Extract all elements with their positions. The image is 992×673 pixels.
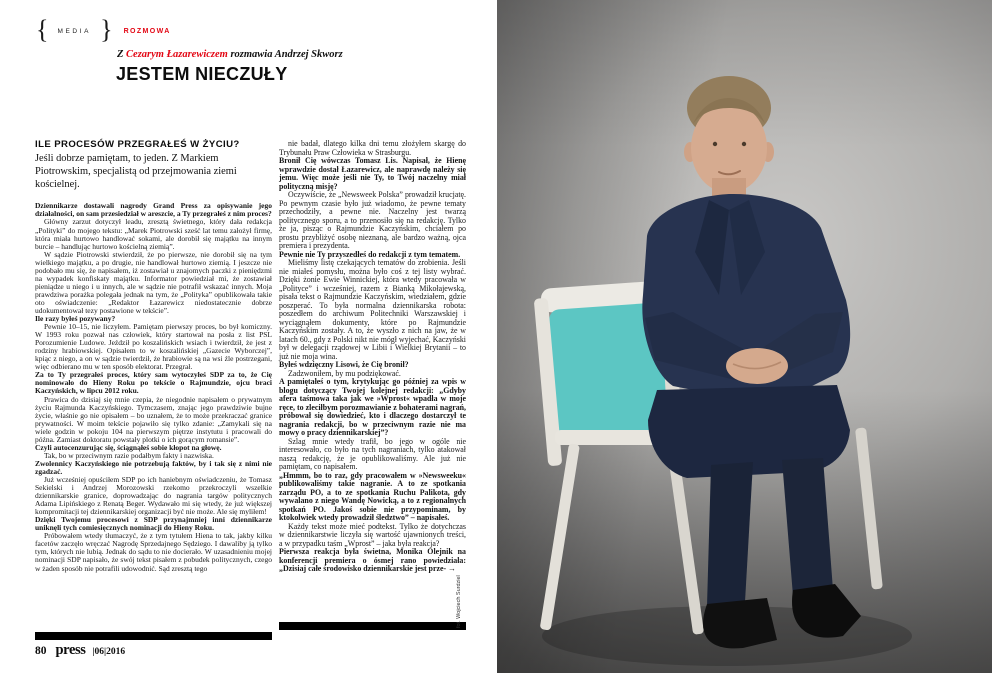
column1-body xyxy=(35,202,272,572)
interview-question: Pewnie nie Ty przyszedłeś do redakcji z tym tematem. xyxy=(279,249,461,259)
portrait-photo xyxy=(497,0,992,673)
lede-question: ILE PROCESÓW PRZEGRAŁEŚ W ŻYCIU? xyxy=(35,139,240,150)
interview-question: Ile razy byłeś pozywany? xyxy=(35,314,116,324)
interview-answer: Szlag mnie wtedy trafił, bo jego w ogóle nie interesowało, co było na tych nagraniach, tylko atakował naszą redakcję, że je opublikowaliśmy. Ale już nie pamiętam, co napisałem. xyxy=(279,436,466,471)
interview-answer: Mieliśmy listę czekających tematów do zrobienia. Jeśli nie miałeś pomysłu, można było coś z tej listy wybrać. Dzięki żonie Ewie Winnickiej, która wtedy pracowała w „Polityce” i wcześniej, razem z Bianką Mikołajewską, pisała tekst o Rajmundzie Kaczyńskim, wiedziałem, gdzie poszperać. To była normalna dziennikarska robota: poszedłem do archiwum Politechniki Warszawskiej i wyciągnąłem dokumenty, które po Rajmundzie Kaczyńskim zostały. A to, że wyszło z nich na jaw, że w latach 60., gdy z Polski nikt nie mógł wyjechać, Kaczyński był w delegacji rządowej w Libii i Wielkiej Brytanii – to już nie moja wina. xyxy=(279,258,466,361)
interview-question: Czyli autocenzurując się, ściągnąłeś sobie kłopot na głowę. xyxy=(35,442,222,452)
interview-question: A pamiętałeś o tym, krytykując go później za wpis w blogu dotyczący Twojej kolejnej redakcji: „Gdyby afera taśmowa taka jak we »Wprost« wpadła w moje ręce, to zleciłbym porozmawianie z bohaterami nagrań, próbował się dowiedzieć, kto i dlaczego dostarczył te nagrania redakcji, bo w przeciwnym razie nie ma mowy o pracy dziennikarskiej”? xyxy=(279,377,466,437)
kicker xyxy=(36,12,171,48)
shoes xyxy=(703,598,777,648)
photo-credit: fot. Wojciech Surdziel xyxy=(456,575,462,628)
interview-answer: Główny zarzut dotyczył leadu, zresztą świetnego, który dała redakcja „Polityki” do mojego tekstu: „Marek Piotrowski sześć lat temu założył firmę, która miała hurtowo handlować sokami, ale dorobił się majątku na innym burcie – handlując hurtowo kościelną ziemią”. xyxy=(35,217,272,251)
interview-answer: Tak, bo w przeciwnym razie podałbym fakty i nazwiska. xyxy=(44,450,214,460)
interview-answer: W sądzie Piotrowski stwierdził, że po pierwsze, nie dorobił się na tym wielkiego majątku, a po drugie, nie handlował hurtowo ziemią. I jeszcze nie podobało mu się, że napisałem, iż zostawiał u znajomych paczki z pieniędzmi na wypadek konfiskaty majątku. Informator powiedział mi, że zostawiał pieniądze u niego i u innych, ale w sądzie nie potrafił wskazać innych. Moja prawdziwa porażka polegała jednak na tym, że „Polityka” opublikowała takie oto oświadczenie: „Redaktor Łazarewicz niedostatecznie dobrze udokumentował tezy postawione w tekście”. xyxy=(35,249,272,315)
footer-rule-right xyxy=(279,622,466,630)
interview-question: Zwolennicy Kaczyńskiego nie potrzebują faktów, by i tak się z nimi nie zgadzać. xyxy=(35,458,272,476)
interview-question: Byłeś wdzięczny Lisowi, że Cię bronił? xyxy=(279,360,409,369)
interview-answer: Każdy tekst może mieć podtekst. Tylko że dotychczas w dziennikarstwie liczyła się wartość ujawnionych treści, a w przypadku taśm „Wprost” – jaka była reakcja? xyxy=(279,521,466,548)
byline-prefix: Z xyxy=(117,49,127,60)
seated-man xyxy=(642,76,861,648)
interview-answer: nie badał, dlatego kilka dni temu złożyłem skargę do Trybunału Praw Człowieka w Strasburgu. xyxy=(279,139,466,157)
interview-answer: Oczywiście, że „Newsweek Polska” prowadził krucjatę. Po pewnym czasie było już wiadomo, że pewne tematy przechodziły, a pewne nie. Naczelny jest twarzą politycznego sporu, a to przenosiło się na redakcję. Tylko że ja, pisząc o Rajmundzie Kaczyńskim, chciałem po prostu przybliżyć osobę nieznaną, ale bardzo ważną, ojca premiera i prezydenta. xyxy=(279,190,466,250)
interview-question: „Hmmm, bo to raz, gdy pracowałem w »Newsweeku« publikowaliśmy takie nagranie. A to ze spotkania zarządu PO, a to ze spotkania Ruchu Palikota, gdy wywalano z niego Wandę Nowicką, a to z regionalnych spotkań PO. Jakoś sobie nie przypominam, by ktokolwiek wtedy prowadził śledztwo” – napisałeś. xyxy=(279,470,466,522)
text-column-1 xyxy=(35,139,272,573)
interview-answer: Prawica do dzisiaj się mnie czepia, że niegodnie napisałem o prywatnym życiu Rajmunda Kaczyńskiego. Tymczasem, znając jego prawdziwie bujne życie, właśnie go nie opisałem – bo uznałem, że to może przekraczać granice prywatności. W moim tekście pojawiło się tylko zdanie: „Zamykali się na wiele godzin w pokoju 104 na pierwszym piętrze instytutu i pracowali do późna. Zamiast doktoratu powstały plotki o ich gorącym romansie”. xyxy=(35,394,272,444)
hands xyxy=(726,348,788,384)
interviewee-name: Cezarym Łazarewiczem xyxy=(126,49,228,60)
lede-answer: Jeśli dobrze pamiętam, to jeden. Z Markiem Piotrowskim, specjalistą od przejmowania ziemi kościelnej. xyxy=(35,153,237,190)
interview-question: Dzięki Twojemu procesowi z SDP przynajmniej inni dziennikarze uniknęli tych comiesięcznych nominacji do Hieny Roku. xyxy=(35,515,272,533)
article-title: JESTEM NIECZUŁY xyxy=(116,64,288,84)
portrait-illustration xyxy=(497,0,992,673)
column2-body xyxy=(279,140,466,574)
text-column-2 xyxy=(279,140,466,574)
magazine-logo: press xyxy=(55,642,86,658)
footer-rule-left xyxy=(35,632,272,640)
issue-date: |06|2016 xyxy=(92,647,126,657)
brace-left-icon: { xyxy=(36,15,49,44)
byline-suffix: rozmawia Andrzej Skworz xyxy=(227,49,343,60)
interview-answer: Zadzwoniłem, by mu podziękować. xyxy=(288,368,401,378)
interview-answer: Pewnie 10–15, nie liczyłem. Pamiętam pierwszy proces, bo był komiczny. W 1993 roku pozwał nas człowiek, który startował na posła z list PSL Porozumienie Ludowe. Jeździł po koszalińskich wsiach i twierdził, że jest z rodziny hrabiowskiej. Opisałem to w koszalińskiej „Gazecie Wyborczej”, kpiąc z niego, a on w sądzie twierdził, że hrabiowie są na wsi źle postrzegani, więc odbierano mu w ten sposób elektorat. Przegrał. xyxy=(35,322,272,372)
interview-question: Pierwsza reakcja była świetna, Monika Olejnik na konferencji premiera o ósmej rano powiedziała: „Dzisiaj całe środowisko dziennikarskie jest prze- → xyxy=(279,547,466,573)
section-label: MEDIA xyxy=(57,27,92,35)
interview-answer: Już wcześniej opuściłem SDP po ich haniebnym oświadczeniu, że Tomasz Sekielski i Andrzej Morozowski rzekomo przekroczyli wszelkie dziennikarskie granice, doprowadzając do nagrania targów politycznych Adama Lipińskiego z Renatą Beger. Wydawało mi się wtedy, że już większej kompromitacji tej dziennikarskiej organizacji być nie może. Ale się myliłem! xyxy=(35,474,272,517)
page-footer xyxy=(35,642,125,659)
interview-question: Dziennikarze dostawali nagrody Grand Press za opisywanie jego działalności, on sam przesiedział w areszcie, a Ty przegrałeś z nim proces? xyxy=(35,201,272,219)
interview-question: Za to Ty przegrałeś proces, który sam wytoczyłeś SDP za to, że Cię nominowało do Hieny Roku po tekście o Rajmundzie, ojcu braci Kaczyńskich, w lipcu 2012 roku. xyxy=(35,370,272,396)
brace-right-icon: } xyxy=(100,15,113,44)
interview-answer: Próbowałem wtedy tłumaczyć, że z tym tytułem Hiena to tak, jakby kilku facetów zaczęło wręczać Nagrodę Sprzedajnego Sędziego. I dawaliby ją tylko tym, których nie lubią. Jednak do sądu to nie docierało. W uzasadnieniu mojej nominacji SDP napisało, że swój tekst pisałem z pobudek politycznych, czego w żaden sposób nie potrafili udowodnić. Sąd zresztą tego xyxy=(35,531,272,573)
interview-question: Bronił Cię wówczas Tomasz Lis. Napisał, że Hienę wprawdzie dostał Łazarewicz, ale naprawdę należy się jemu. Więc może jeśli nie Ty, to Twój naczelny miał polityczną misję? xyxy=(279,156,466,191)
page-number: 80 xyxy=(35,645,47,657)
rubric-label: ROZMOWA xyxy=(123,27,171,35)
byline xyxy=(117,49,343,60)
